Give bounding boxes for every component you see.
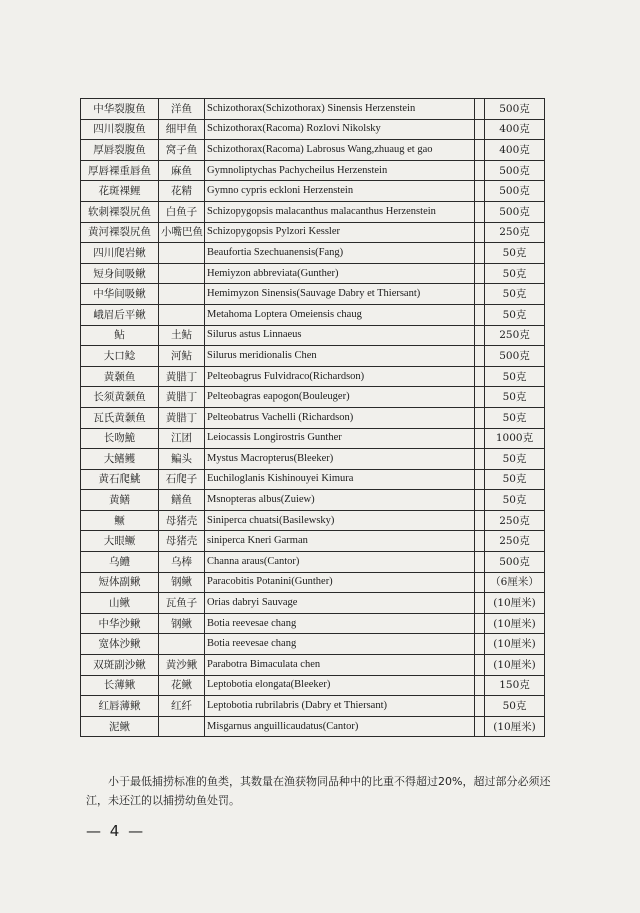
table-row [81, 716, 545, 737]
local-name-cell: 细甲鱼 [159, 119, 205, 140]
latin-name-cell: Paracobitis Potanini(Gunther) [205, 572, 475, 593]
table-row [81, 263, 545, 284]
latin-name-cell: Leptobotia elongata(Bleeker) [205, 675, 475, 696]
latin-name-cell: Pelteobagras eapogon(Bouleuger) [205, 387, 475, 408]
min-size-cell: 250克 [485, 510, 545, 531]
latin-name-cell: Pelteobatrus Vachelli (Richardson) [205, 407, 475, 428]
chinese-name-cell: 花斑裸鲤 [81, 181, 159, 202]
table-row [81, 284, 545, 305]
min-size-cell: 500克 [485, 201, 545, 222]
fish-size-table [80, 98, 545, 737]
latin-name-cell: Schizopygopsis Pylzori Kessler [205, 222, 475, 243]
chinese-name-cell: 短体副鳅 [81, 572, 159, 593]
chinese-name-cell: 瓦氏黄颡鱼 [81, 407, 159, 428]
min-size-cell: 50克 [485, 696, 545, 717]
chinese-name-cell: 红唇薄鳅 [81, 696, 159, 717]
spacer-cell [475, 675, 485, 696]
local-name-cell [159, 263, 205, 284]
latin-name-cell: Leiocassis Longirostris Gunther [205, 428, 475, 449]
local-name-cell: 钢鳅 [159, 572, 205, 593]
table-row [81, 510, 545, 531]
chinese-name-cell: 四川裂腹鱼 [81, 119, 159, 140]
table-row [81, 407, 545, 428]
local-name-cell: 黄沙鳅 [159, 655, 205, 676]
local-name-cell: 洋鱼 [159, 99, 205, 120]
chinese-name-cell: 软刺裸裂尻鱼 [81, 201, 159, 222]
latin-name-cell: Botia reevesae chang [205, 613, 475, 634]
min-size-cell: 500克 [485, 160, 545, 181]
min-size-cell: (10厘米) [485, 634, 545, 655]
chinese-name-cell: 峨眉后平鳅 [81, 304, 159, 325]
chinese-name-cell: 山鳅 [81, 593, 159, 614]
min-size-cell: 500克 [485, 181, 545, 202]
table-row [81, 387, 545, 408]
spacer-cell [475, 140, 485, 161]
table-row [81, 449, 545, 470]
latin-name-cell: Orias dabryi Sauvage [205, 593, 475, 614]
table-row [81, 243, 545, 264]
local-name-cell: 鳊头 [159, 449, 205, 470]
min-size-cell: 400克 [485, 119, 545, 140]
latin-name-cell: Leptobotia rubrilabris (Dabry et Thiersant) [205, 696, 475, 717]
chinese-name-cell: 黄河裸裂尻鱼 [81, 222, 159, 243]
table-row [81, 304, 545, 325]
chinese-name-cell: 厚唇裂腹鱼 [81, 140, 159, 161]
local-name-cell: 乌棒 [159, 552, 205, 573]
spacer-cell [475, 201, 485, 222]
min-size-cell: 250克 [485, 222, 545, 243]
min-size-cell: 50克 [485, 263, 545, 284]
latin-name-cell: Metahoma Loptera Omeiensis chaug [205, 304, 475, 325]
spacer-cell [475, 119, 485, 140]
spacer-cell [475, 304, 485, 325]
min-size-cell: (10厘米) [485, 655, 545, 676]
spacer-cell [475, 407, 485, 428]
min-size-cell: 250克 [485, 531, 545, 552]
table-row [81, 696, 545, 717]
chinese-name-cell: 中华裂腹鱼 [81, 99, 159, 120]
chinese-name-cell: 鲇 [81, 325, 159, 346]
table-row [81, 655, 545, 676]
latin-name-cell: Msnopteras albus(Zuiew) [205, 490, 475, 511]
spacer-cell [475, 696, 485, 717]
latin-name-cell: Gymno cypris eckloni Herzenstein [205, 181, 475, 202]
latin-name-cell: Euchiloglanis Kishinouyei Kimura [205, 469, 475, 490]
min-size-cell: (10厘米) [485, 613, 545, 634]
chinese-name-cell: 四川爬岩鳅 [81, 243, 159, 264]
latin-name-cell: Beaufortia Szechuanensis(Fang) [205, 243, 475, 264]
local-name-cell: 花精 [159, 181, 205, 202]
min-size-cell: 50克 [485, 243, 545, 264]
table-row [81, 140, 545, 161]
local-name-cell: 石爬子 [159, 469, 205, 490]
table-row [81, 593, 545, 614]
spacer-cell [475, 490, 485, 511]
min-size-cell: （6厘米） [485, 572, 545, 593]
table-row [81, 428, 545, 449]
local-name-cell: 黄腊丁 [159, 366, 205, 387]
chinese-name-cell: 中华间吸鳅 [81, 284, 159, 305]
table-row [81, 469, 545, 490]
table-row [81, 366, 545, 387]
latin-name-cell: Pelteobagrus Fulvidraco(Richardson) [205, 366, 475, 387]
table-row [81, 634, 545, 655]
table-row [81, 99, 545, 120]
local-name-cell: 钢鳅 [159, 613, 205, 634]
spacer-cell [475, 99, 485, 120]
chinese-name-cell: 黄鳝 [81, 490, 159, 511]
local-name-cell: 小嘴巴鱼 [159, 222, 205, 243]
local-name-cell: 鳝鱼 [159, 490, 205, 511]
spacer-cell [475, 428, 485, 449]
latin-name-cell: Parabotra Bimaculata chen [205, 655, 475, 676]
chinese-name-cell: 黄颡鱼 [81, 366, 159, 387]
min-size-cell: 50克 [485, 366, 545, 387]
table-row [81, 119, 545, 140]
latin-name-cell: Hemiyzon abbreviata(Gunther) [205, 263, 475, 284]
local-name-cell [159, 243, 205, 264]
latin-name-cell: Siniperca chuatsi(Basilewsky) [205, 510, 475, 531]
local-name-cell [159, 716, 205, 737]
chinese-name-cell: 黄石爬鮡 [81, 469, 159, 490]
latin-name-cell: Silurus meridionalis Chen [205, 346, 475, 367]
chinese-name-cell: 中华沙鳅 [81, 613, 159, 634]
local-name-cell: 河鲇 [159, 346, 205, 367]
chinese-name-cell: 宽体沙鳅 [81, 634, 159, 655]
chinese-name-cell: 大眼鳜 [81, 531, 159, 552]
spacer-cell [475, 366, 485, 387]
local-name-cell: 土鲇 [159, 325, 205, 346]
local-name-cell [159, 304, 205, 325]
min-size-cell: 500克 [485, 346, 545, 367]
chinese-name-cell: 长薄鳅 [81, 675, 159, 696]
min-size-cell: 50克 [485, 490, 545, 511]
spacer-cell [475, 449, 485, 470]
spacer-cell [475, 160, 485, 181]
local-name-cell: 黄腊丁 [159, 407, 205, 428]
local-name-cell [159, 284, 205, 305]
chinese-name-cell: 短身间吸鳅 [81, 263, 159, 284]
spacer-cell [475, 181, 485, 202]
spacer-cell [475, 634, 485, 655]
spacer-cell [475, 510, 485, 531]
latin-name-cell: Silurus astus Linnaeus [205, 325, 475, 346]
spacer-cell [475, 284, 485, 305]
local-name-cell: 黄腊丁 [159, 387, 205, 408]
latin-name-cell: Schizopygopsis malacanthus malacanthus Herzenstein [205, 201, 475, 222]
latin-name-cell: Hemimyzon Sinensis(Sauvage Dabry et Thiersant) [205, 284, 475, 305]
chinese-name-cell: 大鳍鳠 [81, 449, 159, 470]
table-row [81, 531, 545, 552]
spacer-cell [475, 552, 485, 573]
latin-name-cell: Misgarnus anguillicaudatus(Cantor) [205, 716, 475, 737]
local-name-cell: 麻鱼 [159, 160, 205, 181]
table-row [81, 572, 545, 593]
table-row [81, 346, 545, 367]
table-row [81, 181, 545, 202]
min-size-cell: 50克 [485, 387, 545, 408]
table-row [81, 201, 545, 222]
local-name-cell: 白鱼子 [159, 201, 205, 222]
footnote-text: 小于最低捕捞标准的鱼类，其数量在渔获物同品种中的比重不得超过20%，超过部分必须还江，未还江的以捕捞幼鱼处罚。 [86, 775, 551, 807]
min-size-cell: 250克 [485, 325, 545, 346]
chinese-name-cell: 鳜 [81, 510, 159, 531]
spacer-cell [475, 469, 485, 490]
table-row [81, 613, 545, 634]
min-size-cell: 400克 [485, 140, 545, 161]
spacer-cell [475, 572, 485, 593]
latin-name-cell: Botia reevesae chang [205, 634, 475, 655]
local-name-cell: 花鳅 [159, 675, 205, 696]
spacer-cell [475, 531, 485, 552]
min-size-cell: 50克 [485, 304, 545, 325]
min-size-cell: 50克 [485, 469, 545, 490]
table-row [81, 160, 545, 181]
min-size-cell: 50克 [485, 449, 545, 470]
table-row [81, 675, 545, 696]
spacer-cell [475, 655, 485, 676]
latin-name-cell: Gymnoliptychas Pachycheilus Herzenstein [205, 160, 475, 181]
min-size-cell: 500克 [485, 99, 545, 120]
spacer-cell [475, 243, 485, 264]
min-size-cell: (10厘米) [485, 716, 545, 737]
latin-name-cell: Schizothorax(Schizothorax) Sinensis Herzenstein [205, 99, 475, 120]
page-number: — 4 — [86, 822, 146, 840]
local-name-cell: 江团 [159, 428, 205, 449]
spacer-cell [475, 222, 485, 243]
table-row [81, 552, 545, 573]
table-row [81, 490, 545, 511]
min-size-cell: (10厘米) [485, 593, 545, 614]
table-row [81, 325, 545, 346]
min-size-cell: 500克 [485, 552, 545, 573]
latin-name-cell: Schizothorax(Racoma) Labrosus Wang,zhuaug et gao [205, 140, 475, 161]
min-size-cell: 50克 [485, 284, 545, 305]
chinese-name-cell: 乌鳢 [81, 552, 159, 573]
min-size-cell: 1000克 [485, 428, 545, 449]
latin-name-cell: Mystus Macropterus(Bleeker) [205, 449, 475, 470]
latin-name-cell: Channa araus(Cantor) [205, 552, 475, 573]
spacer-cell [475, 263, 485, 284]
chinese-name-cell: 双斑副沙鳅 [81, 655, 159, 676]
spacer-cell [475, 387, 485, 408]
min-size-cell: 50克 [485, 407, 545, 428]
chinese-name-cell: 厚唇裸重唇鱼 [81, 160, 159, 181]
chinese-name-cell: 长吻鮠 [81, 428, 159, 449]
table-row [81, 222, 545, 243]
spacer-cell [475, 613, 485, 634]
spacer-cell [475, 716, 485, 737]
local-name-cell: 母猪壳 [159, 510, 205, 531]
spacer-cell [475, 593, 485, 614]
latin-name-cell: siniperca Kneri Garman [205, 531, 475, 552]
min-size-cell: 150克 [485, 675, 545, 696]
local-name-cell: 瓦鱼子 [159, 593, 205, 614]
local-name-cell: 红纤 [159, 696, 205, 717]
local-name-cell: 母猪壳 [159, 531, 205, 552]
chinese-name-cell: 大口鲶 [81, 346, 159, 367]
spacer-cell [475, 346, 485, 367]
local-name-cell: 窝子鱼 [159, 140, 205, 161]
local-name-cell [159, 634, 205, 655]
chinese-name-cell: 长须黄颡鱼 [81, 387, 159, 408]
latin-name-cell: Schizothorax(Racoma) Rozlovi Nikolsky [205, 119, 475, 140]
chinese-name-cell: 泥鳅 [81, 716, 159, 737]
fish-table-body [81, 99, 545, 737]
spacer-cell [475, 325, 485, 346]
